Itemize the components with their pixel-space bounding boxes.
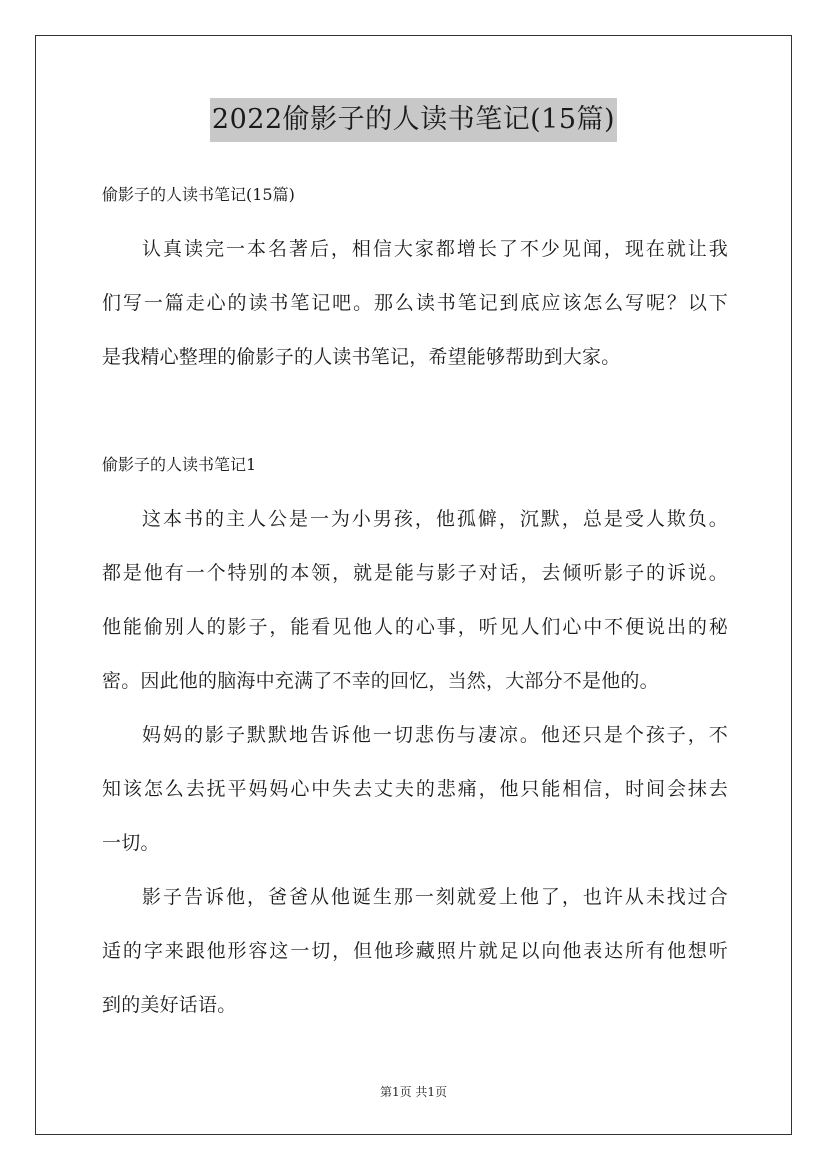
paragraph-line: 知该怎么去抚平妈妈心中失去丈夫的悲痛，他只能相信，时间会抹去	[102, 778, 728, 800]
paragraph-line: 适的字来跟他形容这一切，但他珍藏照片就足以向他表达所有他想听	[102, 940, 728, 962]
title-container	[0, 98, 827, 142]
page-footer	[0, 1083, 827, 1100]
paragraph-line: 影子告诉他，爸爸从他诞生那一刻就爱上他了，也许从未找过合	[142, 886, 728, 908]
paragraph-line: 一切。	[102, 832, 160, 854]
paragraph-line: 到的美好话语。	[102, 994, 237, 1016]
paragraph-line: 都是他有一个特别的本领，就是能与影子对话，去倾听影子的诉说。	[102, 562, 728, 584]
paragraph-line: 这本书的主人公是一为小男孩，他孤僻，沉默，总是受人欺负。	[142, 508, 728, 530]
intro-line: 是我精心整理的偷影子的人读书笔记，希望能够帮助到大家。	[102, 346, 621, 368]
paragraph-line: 他能偷别人的影子，能看见他人的心事，听见人们心中不便说出的秘	[102, 616, 728, 638]
paragraph-line: 密。因此他的脑海中充满了不幸的回忆，当然，大部分不是他的。	[102, 670, 659, 692]
paragraph-line: 妈妈的影子默默地告诉他一切悲伤与凄凉。他还只是个孩子，不	[142, 724, 728, 746]
page-number-label: 第1页 共1页	[379, 1085, 448, 1099]
intro-line: 们写一篇走心的读书笔记吧。那么读书笔记到底应该怎么写呢？以下	[102, 292, 728, 314]
document-title: 2022偷影子的人读书笔记(15篇)	[210, 98, 617, 142]
intro-line: 认真读完一本名著后，相信大家都增长了不少见闻，现在就让我	[142, 238, 728, 260]
subtitle: 偷影子的人读书笔记(15篇)	[102, 185, 295, 204]
section-heading: 偷影子的人读书笔记1	[102, 455, 257, 474]
